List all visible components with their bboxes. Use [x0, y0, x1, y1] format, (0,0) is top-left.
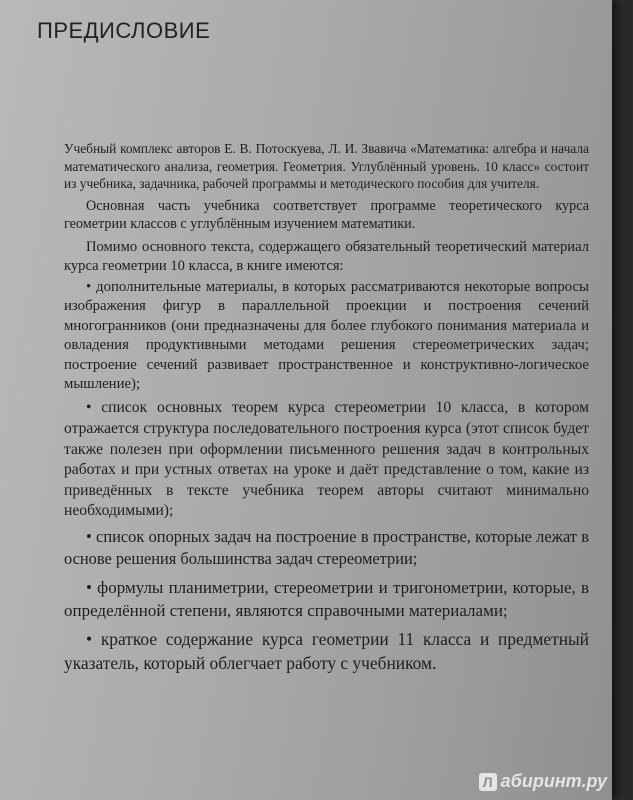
watermark	[479, 771, 607, 792]
paragraph-intro: Учебный комплекс авторов Е. В. Потоскуева, Л. И. Звавича «Математика: алгебра и начала математического анализа, геометрия. Геометрия. Углублённый уровень. 10 класс» состоит из учебника, задачника, рабочей программы и методического пособия для учителя.	[64, 141, 589, 192]
bullet-additional-materials: • дополнительные материалы, в которых рассматриваются некоторые вопросы изображения фигур в параллельной проекции и построения сечений многогранников (они предназначены для более глубокого понимания материала и овладения продуктивными методами решения стереометрических задач; построение сечений развивает пространственное и конструктивно-логическое мышление);	[64, 278, 589, 392]
page-title: ПРЕДИСЛОВИЕ	[37, 18, 211, 43]
bullet-summary-index: • краткое содержание курса геометрии 11 класса и предметный указатель, который облегчает работу с учебником.	[64, 628, 589, 673]
watermark-text: абиринт.ру	[500, 771, 607, 791]
paragraph-contents-intro: Помимо основного текста, содержащего обязательный теоретический материал курса геометрии 10 класса, в книге имеются:	[64, 238, 589, 274]
preface-body	[64, 140, 589, 675]
paragraph-main-part: Основная часть учебника соответствует программе теоретического курса геометрии классов с углублённым изучением математики.	[64, 197, 589, 233]
bullet-theorem-list: • список основных теорем курса стереометрии 10 класса, в котором отражается структура последовательного построения курса (этот список будет также полезен при оформлении письменного решения задач в контрольных работах и при устных ответах на уроке и даёт представление о том, какие из приведённых в тексте учебника теорем авторы считают минимально необходимыми);	[64, 399, 589, 520]
bullet-construction-problems: • список опорных задач на построение в пространстве, которые лежат в основе решения большинства задач стереометрии;	[64, 526, 589, 568]
bullet-formulas: • формулы планиметрии, стереометрии и тригонометрии, которые, в определённой степени, являются справочными материалами;	[64, 577, 589, 620]
labirint-logo-icon: Л	[479, 773, 497, 791]
